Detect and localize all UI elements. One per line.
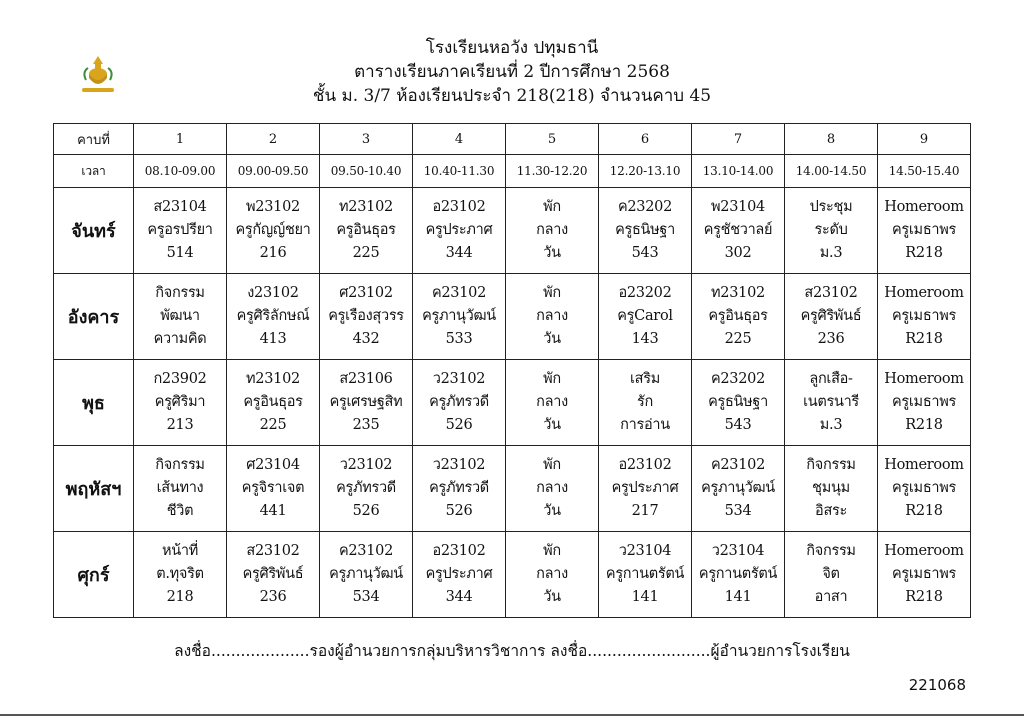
subject-code: Homeroom xyxy=(884,285,964,301)
room-number: 225 xyxy=(352,245,380,261)
teacher-name: ครูCarol xyxy=(617,308,673,324)
period-time: 10.40-11.30 xyxy=(413,155,506,188)
subject-code: กิจกรรม xyxy=(155,285,205,301)
class-cell xyxy=(599,446,692,532)
teacher-name: ครูจิราเจต xyxy=(241,480,305,496)
subject-code: ก23902 xyxy=(153,371,207,387)
class-cell xyxy=(692,446,785,532)
day-row xyxy=(54,446,971,532)
subject-code: ว23102 xyxy=(432,371,486,387)
subject-code: ว23104 xyxy=(618,543,672,559)
class-cell xyxy=(134,274,227,360)
period-number: 8 xyxy=(785,124,878,155)
teacher-name: ครูศิริพันธ์ xyxy=(800,308,862,324)
subject-code: ว23102 xyxy=(432,457,486,473)
subject-code: ท23102 xyxy=(246,371,300,387)
class-cell xyxy=(878,532,971,618)
subject-code: พ23104 xyxy=(711,199,765,215)
subject-code: ท23102 xyxy=(711,285,765,301)
teacher-name: ครูอินธุอร xyxy=(336,222,396,238)
room-number: 543 xyxy=(724,417,752,433)
class-cell xyxy=(692,532,785,618)
room-number: R218 xyxy=(905,417,943,433)
subject-code: Homeroom xyxy=(884,371,964,387)
room-number: 526 xyxy=(445,503,473,519)
class-cell xyxy=(878,360,971,446)
schedule-title: ตารางเรียนภาคเรียนที่ 2 ปีการศึกษา 2568 xyxy=(354,62,670,82)
teacher-name: ครูประภาศ xyxy=(425,222,493,238)
period-row xyxy=(54,124,971,155)
teacher-name: ครูเรืองสุวรร xyxy=(328,308,404,324)
teacher-name: กลาง xyxy=(536,480,568,496)
subject-code: ส23104 xyxy=(153,199,207,215)
teacher-name: ครูเมธาพร xyxy=(892,308,956,324)
room-number: 533 xyxy=(445,331,473,347)
period-number: 6 xyxy=(599,124,692,155)
teacher-name: ครูเศรษฐสิท xyxy=(329,394,403,410)
class-info: ชั้น ม. 3/7 ห้องเรียนประจำ 218(218) จำนวนคาบ 45 xyxy=(312,86,712,106)
school-name: โรงเรียนหอวัง ปทุมธานี xyxy=(425,38,599,58)
subject-code: กิจกรรม xyxy=(806,543,856,559)
teacher-name: กลาง xyxy=(536,308,568,324)
subject-code: ศ23104 xyxy=(246,457,300,473)
subject-code: พ23102 xyxy=(246,199,300,215)
document-code: 221068 xyxy=(908,676,966,694)
period-time: 11.30-12.20 xyxy=(506,155,599,188)
period-time: 08.10-09.00 xyxy=(134,155,227,188)
period-number: 1 xyxy=(134,124,227,155)
room-number: 413 xyxy=(259,331,287,347)
time-label: เวลา xyxy=(54,155,134,188)
class-cell xyxy=(227,360,320,446)
room-number: 441 xyxy=(259,503,287,519)
teacher-name: ครูภานุวัฒน์ xyxy=(701,480,775,496)
class-cell xyxy=(320,532,413,618)
subject-code: หน้าที่ xyxy=(162,543,198,559)
day-row xyxy=(54,188,971,274)
subject-code: Homeroom xyxy=(884,199,964,215)
room-number: ม.3 xyxy=(819,245,843,261)
teacher-name: ครูเมธาพร xyxy=(892,394,956,410)
subject-code: ท23102 xyxy=(339,199,393,215)
class-cell xyxy=(599,532,692,618)
class-cell xyxy=(506,532,599,618)
teacher-name: ครูศิริมา xyxy=(154,394,206,410)
period-time: 14.50-15.40 xyxy=(878,155,971,188)
room-number: 213 xyxy=(166,417,194,433)
teacher-name: กลาง xyxy=(536,566,568,582)
period-number: 7 xyxy=(692,124,785,155)
teacher-name: เส้นทาง xyxy=(156,480,204,496)
teacher-name: กลาง xyxy=(536,394,568,410)
class-cell xyxy=(134,188,227,274)
teacher-name: ครูภานุวัฒน์ xyxy=(329,566,403,582)
subject-code: Homeroom xyxy=(884,543,964,559)
room-number: 217 xyxy=(631,503,659,519)
teacher-name: ครูอินธุอร xyxy=(243,394,303,410)
subject-code: ว23104 xyxy=(711,543,765,559)
teacher-name: ครูภัทรวดี xyxy=(336,480,396,496)
class-cell xyxy=(692,274,785,360)
teacher-name: จิต xyxy=(822,566,840,582)
room-number: R218 xyxy=(905,245,943,261)
class-cell xyxy=(134,360,227,446)
room-number: 534 xyxy=(724,503,752,519)
subject-code: พัก xyxy=(543,457,561,473)
teacher-name: ครูกานตรัตน์ xyxy=(698,566,778,582)
teacher-name: ครูเมธาพร xyxy=(892,566,956,582)
day-row xyxy=(54,360,971,446)
subject-code: Homeroom xyxy=(884,457,964,473)
day-row xyxy=(54,274,971,360)
period-time: 12.20-13.10 xyxy=(599,155,692,188)
class-cell xyxy=(599,274,692,360)
subject-code: ประชุม xyxy=(809,199,853,215)
class-cell xyxy=(413,188,506,274)
class-cell xyxy=(506,188,599,274)
room-number: 534 xyxy=(352,589,380,605)
class-cell xyxy=(785,446,878,532)
class-cell xyxy=(320,274,413,360)
room-number: R218 xyxy=(905,503,943,519)
class-cell xyxy=(878,446,971,532)
subject-code: ลูกเสือ- xyxy=(809,371,853,387)
room-number: วัน xyxy=(543,417,561,433)
subject-code: กิจกรรม xyxy=(806,457,856,473)
room-number: 143 xyxy=(631,331,659,347)
class-cell xyxy=(785,360,878,446)
day-row xyxy=(54,532,971,618)
teacher-name: เนตรนารี xyxy=(803,394,859,410)
period-time: 09.50-10.40 xyxy=(320,155,413,188)
room-number: 225 xyxy=(259,417,287,433)
period-time: 13.10-14.00 xyxy=(692,155,785,188)
subject-code: ส23102 xyxy=(804,285,858,301)
class-cell xyxy=(692,360,785,446)
teacher-name: ชุมนุม xyxy=(812,480,850,496)
room-number: อิสระ xyxy=(815,503,847,519)
teacher-name: รัก xyxy=(637,394,653,410)
day-name: ศุกร์ xyxy=(54,532,134,618)
room-number: การอ่าน xyxy=(620,417,670,433)
period-number: 9 xyxy=(878,124,971,155)
class-cell xyxy=(878,274,971,360)
class-cell xyxy=(320,360,413,446)
teacher-name: ครูกานตรัตน์ xyxy=(605,566,685,582)
signature-line: ลงชื่อ....................รองผู้อำนวยการกลุ่มบริหารวิชาการ ลงชื่อ.........................ผู้อำนวยการโรงเรียน xyxy=(174,642,850,660)
class-cell xyxy=(785,532,878,618)
teacher-name: ระดับ xyxy=(814,222,848,238)
time-row xyxy=(54,155,971,188)
room-number: 235 xyxy=(352,417,380,433)
teacher-name: ครูศิริลักษณ์ xyxy=(236,308,310,324)
room-number: ความคิด xyxy=(153,331,207,347)
subject-code: ค23102 xyxy=(710,457,766,473)
room-number: วัน xyxy=(543,503,561,519)
room-number: 526 xyxy=(445,417,473,433)
room-number: 141 xyxy=(724,589,752,605)
room-number: R218 xyxy=(905,589,943,605)
class-cell xyxy=(320,446,413,532)
teacher-name: ครูเมธาพร xyxy=(892,480,956,496)
room-number: วัน xyxy=(543,589,561,605)
class-cell xyxy=(785,274,878,360)
room-number: 141 xyxy=(631,589,659,605)
teacher-name: ครูศิริพันธ์ xyxy=(242,566,304,582)
period-time: 09.00-09.50 xyxy=(227,155,320,188)
subject-code: เสริม xyxy=(630,371,660,387)
room-number: R218 xyxy=(905,331,943,347)
day-name: พฤหัสฯ xyxy=(54,446,134,532)
room-number: 236 xyxy=(817,331,845,347)
subject-code: อ23102 xyxy=(432,199,486,215)
class-cell xyxy=(227,446,320,532)
class-cell xyxy=(599,188,692,274)
class-cell xyxy=(413,360,506,446)
teacher-name: ครูธนิษฐา xyxy=(615,222,675,238)
teacher-name: พัฒนา xyxy=(160,308,200,324)
class-cell xyxy=(413,274,506,360)
timetable xyxy=(53,123,971,618)
teacher-name: ครูภัทรวดี xyxy=(429,394,489,410)
room-number: วัน xyxy=(543,331,561,347)
teacher-name: ครูชัชวาลย์ xyxy=(703,222,773,238)
room-number: 432 xyxy=(352,331,380,347)
teacher-name: ครูประภาศ xyxy=(425,566,493,582)
subject-code: พัก xyxy=(543,371,561,387)
period-number: 5 xyxy=(506,124,599,155)
subject-code: ค23202 xyxy=(617,199,673,215)
period-number: 3 xyxy=(320,124,413,155)
class-cell xyxy=(134,446,227,532)
class-cell xyxy=(506,360,599,446)
day-name: จันทร์ xyxy=(54,188,134,274)
room-number: อาสา xyxy=(814,589,848,605)
class-cell xyxy=(413,446,506,532)
room-number: 514 xyxy=(166,245,194,261)
subject-code: พัก xyxy=(543,199,561,215)
class-cell xyxy=(134,532,227,618)
subject-code: อ23102 xyxy=(618,457,672,473)
subject-code: กิจกรรม xyxy=(155,457,205,473)
teacher-name: ครูธนิษฐา xyxy=(708,394,768,410)
class-cell xyxy=(692,188,785,274)
subject-code: พัก xyxy=(543,543,561,559)
class-cell xyxy=(506,274,599,360)
subject-code: ว23102 xyxy=(339,457,393,473)
class-cell xyxy=(227,188,320,274)
teacher-name: ครูภานุวัฒน์ xyxy=(422,308,496,324)
teacher-name: ครูอรปรียา xyxy=(147,222,213,238)
teacher-name: ครูอินธุอร xyxy=(708,308,768,324)
class-cell xyxy=(878,188,971,274)
teacher-name: ครูกัญญ์ชยา xyxy=(235,222,311,238)
class-cell xyxy=(506,446,599,532)
room-number: 344 xyxy=(445,245,473,261)
subject-code: ส23106 xyxy=(339,371,393,387)
subject-code: ง23102 xyxy=(247,285,299,301)
teacher-name: ครูเมธาพร xyxy=(892,222,956,238)
day-name: พุธ xyxy=(54,360,134,446)
class-cell xyxy=(320,188,413,274)
day-name: อังคาร xyxy=(54,274,134,360)
class-cell xyxy=(599,360,692,446)
teacher-name: กลาง xyxy=(536,222,568,238)
subject-code: อ23102 xyxy=(432,543,486,559)
subject-code: อ23202 xyxy=(618,285,672,301)
subject-code: พัก xyxy=(543,285,561,301)
subject-code: ค23102 xyxy=(431,285,487,301)
subject-code: ค23102 xyxy=(338,543,394,559)
period-label: คาบที่ xyxy=(54,124,134,155)
document-header xyxy=(0,36,1024,108)
room-number: 218 xyxy=(166,589,194,605)
room-number: 302 xyxy=(724,245,752,261)
room-number: วัน xyxy=(543,245,561,261)
class-cell xyxy=(227,274,320,360)
teacher-name: ต.ทุจริต xyxy=(156,566,204,582)
class-cell xyxy=(413,532,506,618)
room-number: ชีวิต xyxy=(166,503,194,519)
room-number: 216 xyxy=(259,245,287,261)
room-number: 236 xyxy=(259,589,287,605)
room-number: 344 xyxy=(445,589,473,605)
subject-code: ศ23102 xyxy=(339,285,393,301)
room-number: 526 xyxy=(352,503,380,519)
class-cell xyxy=(785,188,878,274)
room-number: ม.3 xyxy=(819,417,843,433)
room-number: 543 xyxy=(631,245,659,261)
teacher-name: ครูภัทรวดี xyxy=(429,480,489,496)
period-time: 14.00-14.50 xyxy=(785,155,878,188)
subject-code: ค23202 xyxy=(710,371,766,387)
class-cell xyxy=(227,532,320,618)
period-number: 4 xyxy=(413,124,506,155)
teacher-name: ครูประภาศ xyxy=(611,480,679,496)
subject-code: ส23102 xyxy=(246,543,300,559)
room-number: 225 xyxy=(724,331,752,347)
period-number: 2 xyxy=(227,124,320,155)
bottom-divider xyxy=(0,714,1024,716)
